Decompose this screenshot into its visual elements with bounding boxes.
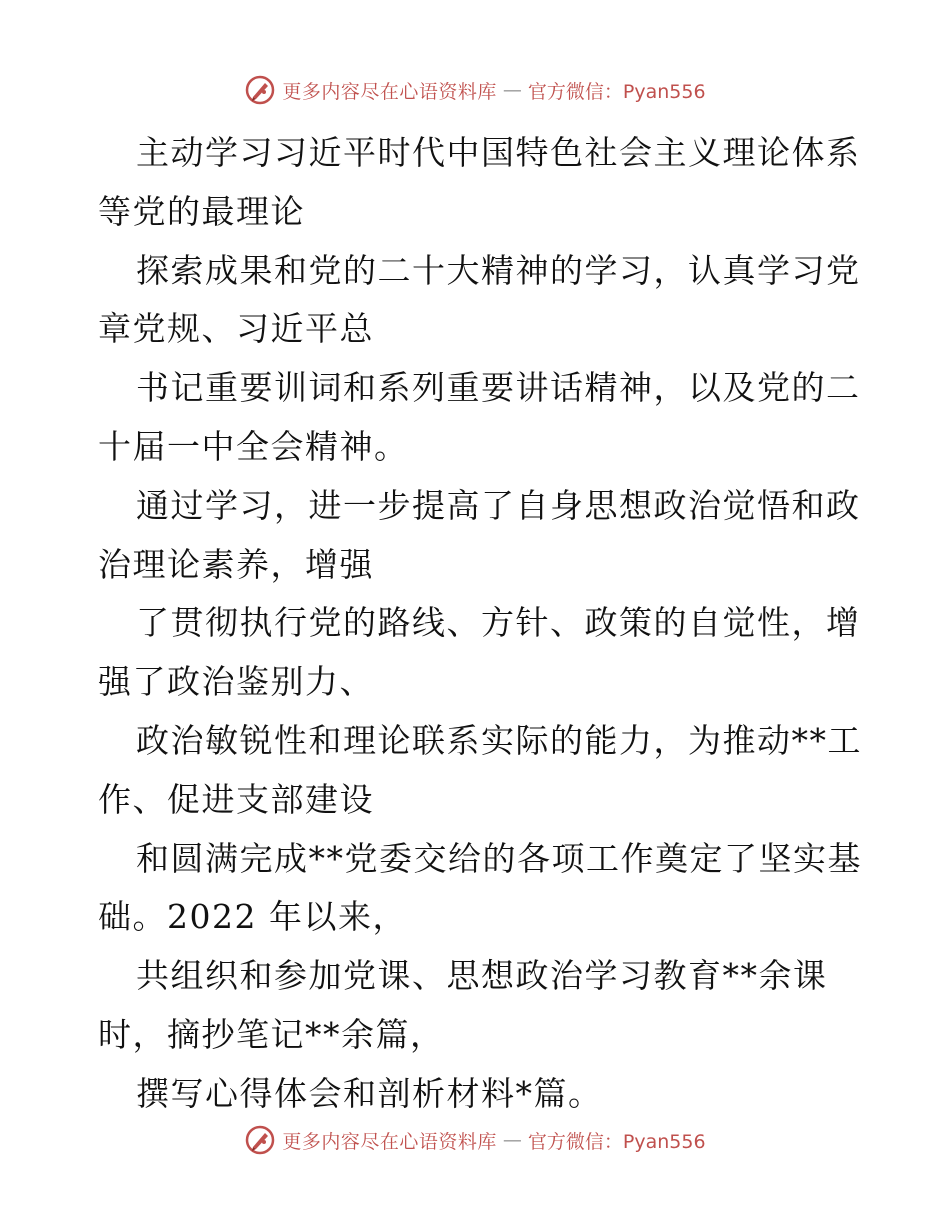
paragraph-line: 强了政治鉴别力、 (98, 662, 374, 702)
footer-banner (0, 1122, 950, 1158)
paragraph-line: 主动学习习近平时代中国特色社会主义理论体系 (136, 133, 861, 172)
paragraph-line: 章党规、习近平总 (98, 309, 374, 349)
paragraph-line: 等党的最理论 (98, 191, 305, 231)
banner-separator: — (502, 79, 522, 101)
paragraph-line: 通过学习，进一步提高了自身思想政治觉悟和政 (136, 485, 861, 525)
paragraph-line: 作、促进支部建设 (98, 779, 374, 819)
document-body (98, 124, 862, 1124)
paragraph-line: 探索成果和党的二十大精神的学习，认真学习党 (136, 250, 861, 290)
banner-brand: 官方微信：Pyan556 (527, 1130, 706, 1153)
paragraph-line: 政治敏锐性和理论联系实际的能力，为推动**工 (136, 720, 862, 760)
paragraph-line: 书记重要训词和系列重要讲话精神，以及党的二 (136, 368, 861, 408)
paragraph-line: 治理论素养，增强 (98, 544, 374, 584)
paragraph-line: 共组织和参加党课、思想政治学习教育**余课 (136, 956, 828, 996)
banner-separator: — (502, 1129, 522, 1151)
banner-text: 更多内容尽在心语资料库 (282, 80, 497, 103)
pen-circle-logo-icon (244, 1124, 276, 1156)
paragraph-line: 了贯彻执行党的路线、方针、政策的自觉性，增 (136, 603, 861, 643)
paragraph-line: 础。2022 年以来， (98, 897, 407, 937)
banner-brand: 官方微信：Pyan556 (527, 80, 706, 103)
paragraph-line: 和圆满完成**党委交给的各项工作奠定了坚实基 (136, 838, 862, 878)
pen-circle-logo-icon (244, 74, 276, 106)
banner-text: 更多内容尽在心语资料库 (282, 1130, 497, 1153)
paragraph-line: 撰写心得体会和剖析材料*篇。 (136, 1073, 603, 1113)
header-banner (0, 72, 950, 108)
paragraph-line: 时，摘抄笔记**余篇， (98, 1014, 445, 1054)
paragraph-line: 十届一中全会精神。 (98, 426, 409, 466)
